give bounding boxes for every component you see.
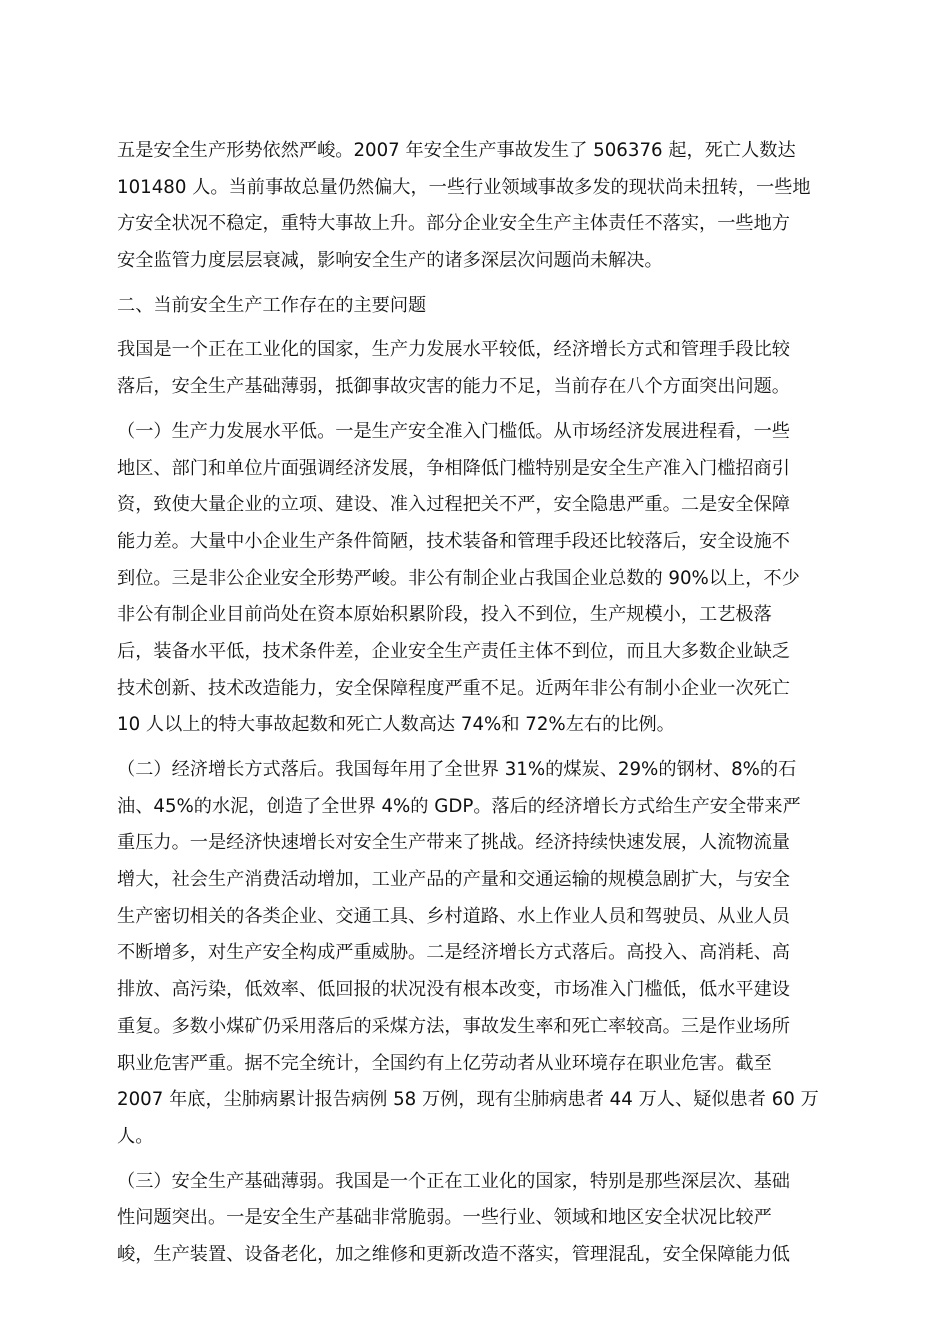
text-line: （一）生产力发展水平低。一是生产安全准入门槛低。从市场经济发展进程看，一些 — [117, 420, 790, 442]
paragraph — [117, 332, 837, 405]
text-line: 到位。三是非公企业安全形势严峻。非公有制企业占我国企业总数的 90%以上，不少 — [117, 567, 800, 589]
text-line: 技术创新、技术改造能力，安全保障程度严重不足。近两年非公有制小企业一次死亡 — [117, 677, 790, 699]
text-line: 能力差。大量中小企业生产条件简陋，技术装备和管理手段还比较落后，安全设施不 — [117, 530, 790, 552]
text-line: 10 人以上的特大事故起数和死亡人数高达 74%和 72%左右的比例。 — [117, 714, 675, 736]
text-line: 地区、部门和单位片面强调经济发展，争相降低门槛特别是安全生产准入门槛招商引 — [117, 457, 790, 479]
paragraph-spacer — [117, 280, 837, 288]
text-line: 重压力。一是经济快速增长对安全生产带来了挑战。经济持续快速发展，人流物流量 — [117, 832, 790, 854]
text-line: （二）经济增长方式落后。我国每年用了全世界 31%的煤炭、29%的钢材、8%的石 — [117, 759, 797, 780]
text-line: 安全监管力度层层衰减，影响安全生产的诸多深层次问题尚未解决。 — [117, 250, 663, 272]
text-line: 非公有制企业目前尚处在资本原始积累阶段，投入不到位，生产规模小，工艺极落 — [117, 604, 772, 626]
text-line: 101480 人。当前事故总量仍然偏大，一些行业领域事故多发的现状尚未扭转，一些地 — [117, 176, 811, 198]
paragraph-spacer — [117, 1156, 837, 1164]
paragraph-spacer — [117, 406, 837, 414]
text-line: 油、45%的水泥，创造了全世界 4%的 GDP。落后的经济增长方式给生产安全带来严 — [117, 795, 801, 817]
text-line: 落后，安全生产基础薄弱，抵御事故灾害的能力不足，当前存在八个方面突出问题。 — [117, 376, 790, 398]
text-line: 排放、高污染，低效率、低回报的状况没有根本改变，市场准入门槛低，低水平建设 — [117, 979, 790, 1001]
text-line: 职业危害严重。据不完全统计，全国约有上亿劳动者从业环境存在职业危害。截至 — [117, 1052, 772, 1074]
text-line: 资，致使大量企业的立项、建设、准入过程把关不严，安全隐患严重。二是安全保障 — [117, 494, 790, 516]
text-line: 我国是一个正在工业化的国家，生产力发展水平较低，经济增长方式和管理手段比较 — [117, 339, 790, 361]
paragraph — [117, 133, 837, 280]
paragraph — [117, 752, 837, 1156]
document-body — [117, 133, 837, 1274]
text-line: 方安全状况不稳定，重特大事故上升。部分企业安全生产主体责任不落实，一些地方 — [117, 213, 790, 235]
section-heading — [117, 288, 837, 325]
paragraph — [117, 414, 837, 744]
paragraph — [117, 1164, 837, 1274]
text-line: 性问题突出。一是安全生产基础非常脆弱。一些行业、领域和地区安全状况比较严 — [117, 1207, 772, 1229]
text-line: 2007 年底，尘肺病累计报告病例 58 万例，现有尘肺病患者 44 万人、疑似患者 60 万 — [117, 1089, 819, 1111]
text-line: （三）安全生产基础薄弱。我国是一个正在工业化的国家，特别是那些深层次、基础 — [117, 1170, 790, 1192]
text-line: 后，装备水平低，技术条件差，企业安全生产责任主体不到位，而且大多数企业缺乏 — [117, 640, 790, 662]
text-line: 生产密切相关的各类企业、交通工具、乡村道路、水上作业人员和驾驶员、从业人员 — [117, 905, 790, 927]
text-line: 二、当前安全生产工作存在的主要问题 — [117, 294, 427, 316]
text-line: 重复。多数小煤矿仍采用落后的采煤方法，事故发生率和死亡率较高。三是作业场所 — [117, 1015, 790, 1037]
text-line: 不断增多，对生产安全构成严重威胁。二是经济增长方式落后。高投入、高消耗、高 — [117, 942, 790, 964]
text-line: 增大，社会生产消费活动增加，工业产品的产量和交通运输的规模急剧扩大，与安全 — [117, 869, 790, 891]
text-line: 五是安全生产形势依然严峻。2007 年安全生产事故发生了 506376 起，死亡人数达 — [117, 140, 796, 161]
text-line: 峻，生产装置、设备老化，加之维修和更新改造不落实，管理混乱，安全保障能力低 — [117, 1243, 790, 1265]
paragraph-spacer — [117, 744, 837, 752]
paragraph-spacer — [117, 324, 837, 332]
text-line: 人。 — [117, 1125, 154, 1147]
